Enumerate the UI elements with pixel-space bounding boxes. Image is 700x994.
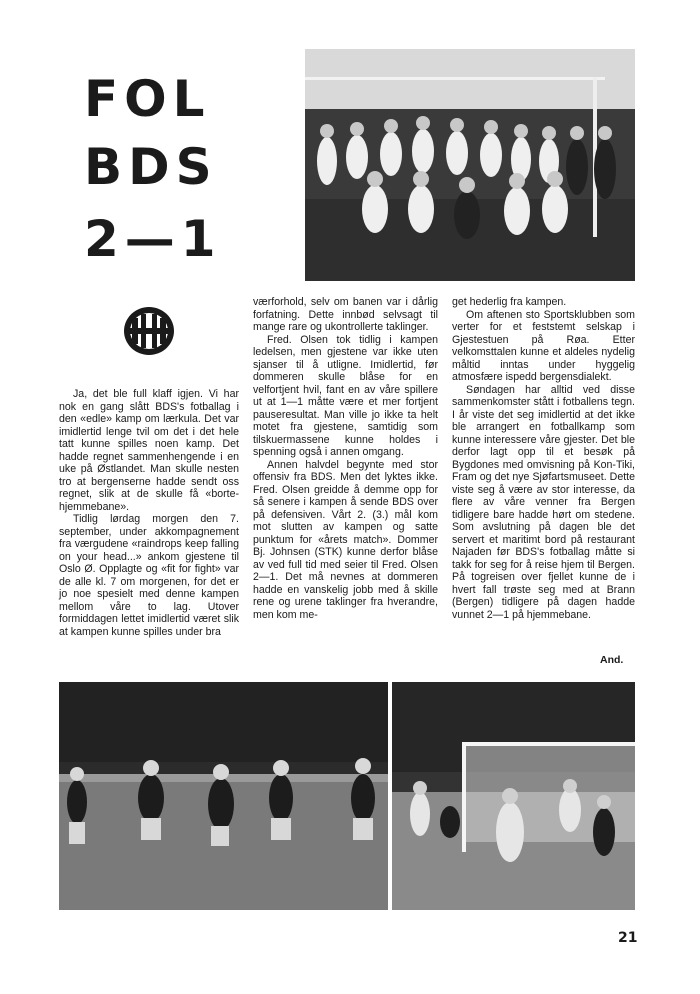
headline-line-1: FOL	[84, 70, 211, 128]
article-paragraph: værforhold, selv om banen var i dårlig forfatning. Dette innbød selvsagt til mange rare og ukontrollerte taklinger.	[253, 296, 438, 333]
article-column-2	[253, 296, 438, 621]
article-column-1	[59, 388, 239, 638]
article-paragraph: Søndagen har alltid ved disse sammenkomster stått i fotballens tegn. I år viste det seg imidlertid at det ikke ble arrangert en fotballkamp som kunne interessere våre gjester. Det ble derfor lagt opp til et besøk på Bygdones med omvisning på Kon-Tiki, Fram og det nye Sjøfartsmuseet. Dette viste seg å være av stor interesse, da flere av våre venner fra Bergen tidligere bare hadde hørt om stedene. Som avslutning på dagen ble det servert et maritimt bord på restaurant Najaden før BDS's fotballag måtte si takk for seg for å reise hjem til Bergen. På togreisen over fjellet kunne de i hvert fall trøste seg med at Brann (Bergen) tidligere på dagen hadde vunnet 2—1 på hjemmebane.	[452, 383, 635, 621]
headline-line-2: BDS	[84, 138, 218, 196]
match-photo-running	[59, 682, 388, 910]
article-paragraph: Tidlig lørdag morgen den 7. september, under akkompagnement fra værgudene «raindrops keep falling on your head...» ankom gjestene til Oslo Ø. Opplagte og «fit for fight» var de alle kl. 7 om morgenen, for det er jo noe spesielt med denne kampen mellom våre to lag. Utover formiddagen lettet imidlertid været slik at kampen kunne spilles under bra	[59, 513, 239, 638]
article-signature: And.	[600, 654, 624, 666]
page-number: 21	[618, 930, 638, 946]
match-photo-goal	[392, 682, 635, 910]
team-photo	[305, 49, 635, 281]
article-paragraph: Ja, det ble full klaff igjen. Vi har nok en gang slått BDS's fotballag i den «edle» kamp om lærkula. Det var imidlertid lenge tvil om det i det hele tatt kunne spilles noen kamp. Det hadde regnet sammenhengende i en uke på Østlandet. Man skulle nesten tro at bergenserne hadde sendt oss regnet, slik at de skulle få «borte-hjemmebane».	[59, 388, 239, 513]
football-logo-icon	[123, 306, 175, 356]
article-paragraph: Annen halvdel begynte med stor offensiv fra BDS. Men det lyktes ikke. Fred. Olsen greidde å demme opp for så senere i kampen å sende BDS over på defensiven. Vårt 2. (3.) mål kom mot slutten av kampen og satte punktum for «årets match». Dommer Bj. Johnsen (STK) kunne derfor blåse av ved full tid med seier til Fred. Olsen 2—1. Det må nevnes at dommeren hadde en vanskelig jobb med å skille rene og urene taklinger fra hverandre, men kom me-	[253, 458, 438, 621]
article-column-3	[452, 296, 635, 621]
article-paragraph: get hederlig fra kampen.	[452, 296, 567, 308]
article-paragraph: Fred. Olsen tok tidlig i kampen ledelsen, men gjestene var ikke uten sjanser til å utligne. Imidlertid, før dommeren skulle blåse for en velfortjent hvil, fant en av våre spillere ut at 1—1 måtte være et mer fortjent pauseresultat. Man ville jo ikke ta helt motet fra gjestene, samtidig som tilskuermassene kunne holdes i spenning også i annen omgang.	[253, 333, 438, 458]
article-paragraph: Om aftenen sto Sportsklubben som verter for et feststemt selskap i Gjestestuen på Røa. Etter velkomsttalen kunne et aldeles nydelig måltid inntas under hyggelig atmosfære ispedd bergensdialekt.	[452, 308, 635, 383]
headline-line-3: 2—1	[84, 210, 222, 268]
